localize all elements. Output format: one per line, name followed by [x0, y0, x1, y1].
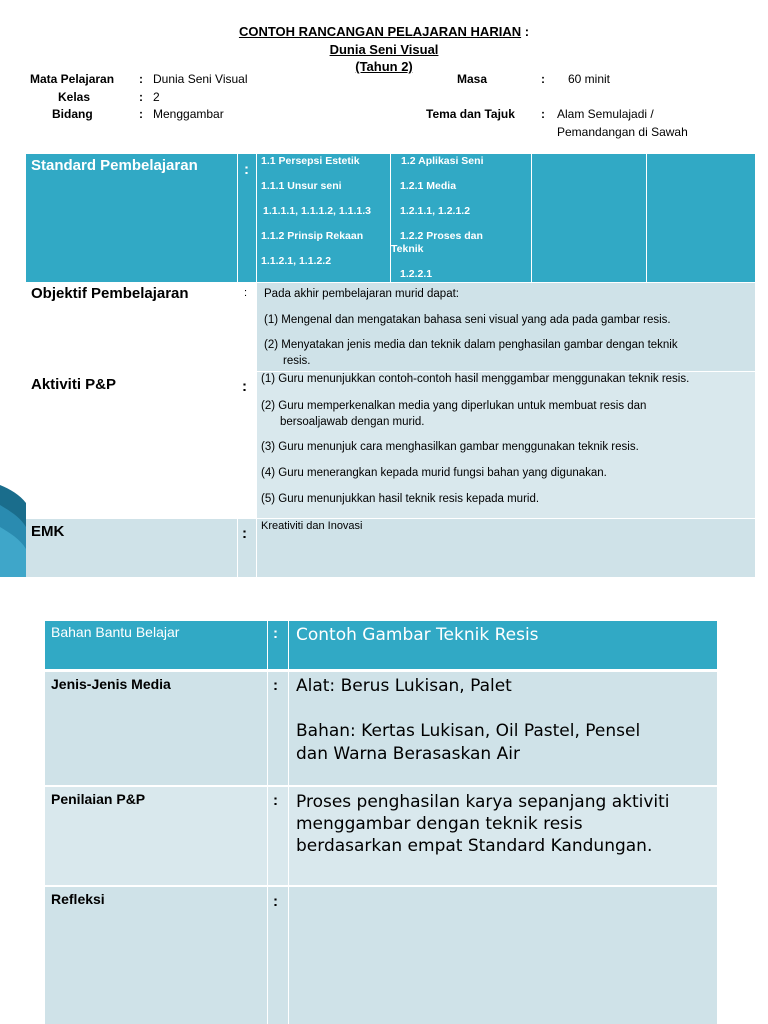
emk-content-cell [257, 519, 755, 577]
bidang-label: Bidang [52, 107, 93, 121]
mata-value: Dunia Seni Visual [153, 72, 248, 86]
bahan-colon: : [273, 625, 278, 642]
masa-label: Masa [457, 72, 488, 86]
standard-colon: : [244, 161, 249, 178]
penilaian-label-cell [45, 787, 267, 885]
page-subtitle: Dunia Seni Visual [329, 42, 439, 57]
refleksi-colon: : [273, 893, 278, 910]
bahan-value: Contoh Gambar Teknik Resis [296, 625, 539, 645]
std-col2-line: 1.2.2 Proses dan [400, 230, 483, 242]
std-col2-line: Teknik [391, 243, 424, 255]
std-col2-line: 1.2.2.1 [400, 268, 433, 280]
objektif-item: (1) Mengenal dan mengatakan bahasa seni visual yang ada pada gambar resis. [264, 314, 671, 326]
penilaian-label: Penilaian P&P [51, 791, 146, 807]
objektif-colon-cell [238, 283, 256, 371]
masa-colon: : [541, 72, 545, 86]
bahan-colon-cell [268, 621, 288, 669]
page-year: (Tahun 2) [355, 59, 413, 74]
jenis-colon-cell [268, 672, 288, 785]
std-col1-line: 1.1.1 Unsur seni [261, 180, 342, 192]
page-title [0, 24, 768, 39]
kelas-label: Kelas [58, 90, 91, 104]
bahan-value-cell [289, 621, 717, 669]
aktiviti-item: (1) Guru menunjukkan contoh-contoh hasil menggambar menggunakan teknik resis. [261, 373, 690, 385]
penilaian-value-cell [289, 787, 717, 885]
bahan-label: Bahan Bantu Belajar [51, 624, 180, 640]
std-col1-line: 1.1.1.1, 1.1.1.2, 1.1.1.3 [263, 205, 371, 217]
objektif-content-cell [257, 283, 755, 371]
aktiviti-item: (4) Guru menerangkan kepada murid fungsi bahan yang digunakan. [261, 467, 607, 479]
refleksi-colon-cell [268, 887, 288, 1024]
masa-value: 60 minit [568, 72, 611, 86]
penilaian-colon-cell [268, 787, 288, 885]
std-col2-line: 1.2.1 Media [400, 180, 457, 192]
kelas-colon: : [139, 90, 143, 104]
emk-label: EMK [31, 523, 65, 540]
standard-empty-cell [532, 154, 646, 282]
emk-colon-cell [238, 519, 256, 577]
std-col1-line: 1.1.2 Prinsip Rekaan [261, 230, 364, 242]
mata-label: Mata Pelajaran [30, 72, 115, 86]
refleksi-label: Refleksi [51, 891, 105, 907]
standard-label-cell [26, 154, 237, 282]
standard-colon-cell [238, 154, 256, 282]
aktiviti-item: (2) Guru memperkenalkan media yang diperlukan untuk membuat resis dan [261, 400, 647, 412]
emk-colon: : [242, 525, 247, 542]
jenis-alat: Alat: Berus Lukisan, Palet [296, 676, 512, 696]
objektif-colon: : [244, 287, 248, 299]
aktiviti-item: (3) Guru menunjuk cara menghasilkan gambar menggunakan teknik resis. [261, 441, 639, 453]
jenis-colon: : [273, 677, 278, 694]
standard-col1-cell [257, 154, 390, 282]
objektif-item: (2) Menyatakan jenis media dan teknik dalam penghasilan gambar dengan teknik [264, 339, 678, 351]
std-col1-line: 1.1.2.1, 1.1.2.2 [261, 255, 332, 267]
bidang-value: Menggambar [153, 107, 224, 121]
standard-label: Standard Pembelajaran [31, 157, 198, 174]
std-col1-line: 1.1 Persepsi Estetik [261, 155, 360, 167]
jenis-label-cell [45, 672, 267, 785]
emk-label-cell [26, 519, 237, 577]
aktiviti-item: (5) Guru menunjukkan hasil teknik resis kepada murid. [261, 493, 540, 505]
objektif-label: Objektif Pembelajaran [31, 285, 189, 302]
jenis-bahan-1: Bahan: Kertas Lukisan, Oil Pastel, Pensel [296, 721, 641, 741]
kelas-value: 2 [153, 90, 160, 104]
aktiviti-colon: : [242, 378, 247, 395]
standard-empty-cell [647, 154, 755, 282]
bidang-colon: : [139, 107, 143, 121]
aktiviti-colon-cell [238, 372, 256, 518]
penilaian-colon: : [273, 792, 278, 809]
aktiviti-content-cell [257, 372, 755, 518]
objektif-intro: Pada akhir pembelajaran murid dapat: [264, 288, 459, 300]
mata-colon: : [139, 72, 143, 86]
title-main: CONTOH RANCANGAN PELAJARAN HARIAN [238, 24, 522, 39]
aktiviti-item: bersoaljawab dengan murid. [280, 416, 425, 428]
decorative-wave-icon [0, 465, 26, 577]
objektif-item: resis. [283, 355, 311, 367]
tema-colon: : [541, 107, 545, 121]
penilaian-line: berdasarkan empat Standard Kandungan. [296, 836, 653, 856]
standard-col2-cell [391, 154, 531, 282]
tema-value-1: Alam Semulajadi / [557, 107, 654, 121]
objektif-label-cell [26, 283, 237, 371]
tema-label: Tema dan Tajuk [426, 107, 515, 121]
bahan-label-cell [45, 621, 267, 669]
refleksi-value-cell[interactable] [289, 887, 717, 1024]
std-col2-line: 1.2 Aplikasi Seni [401, 155, 484, 167]
jenis-value-cell [289, 672, 717, 785]
tema-value-2: Pemandangan di Sawah [557, 125, 688, 139]
penilaian-line: menggambar dengan teknik resis [296, 814, 583, 834]
emk-value: Kreativiti dan Inovasi [261, 520, 363, 532]
aktiviti-label: Aktiviti P&P [31, 376, 117, 393]
aktiviti-label-cell [26, 372, 237, 518]
jenis-label: Jenis-Jenis Media [51, 676, 171, 692]
jenis-bahan-2: dan Warna Berasaskan Air [296, 744, 520, 764]
refleksi-label-cell [45, 887, 267, 1024]
penilaian-line: Proses penghasilan karya sepanjang aktiviti [296, 792, 670, 812]
title-colon: : [521, 24, 530, 39]
std-col2-line: 1.2.1.1, 1.2.1.2 [400, 205, 471, 217]
